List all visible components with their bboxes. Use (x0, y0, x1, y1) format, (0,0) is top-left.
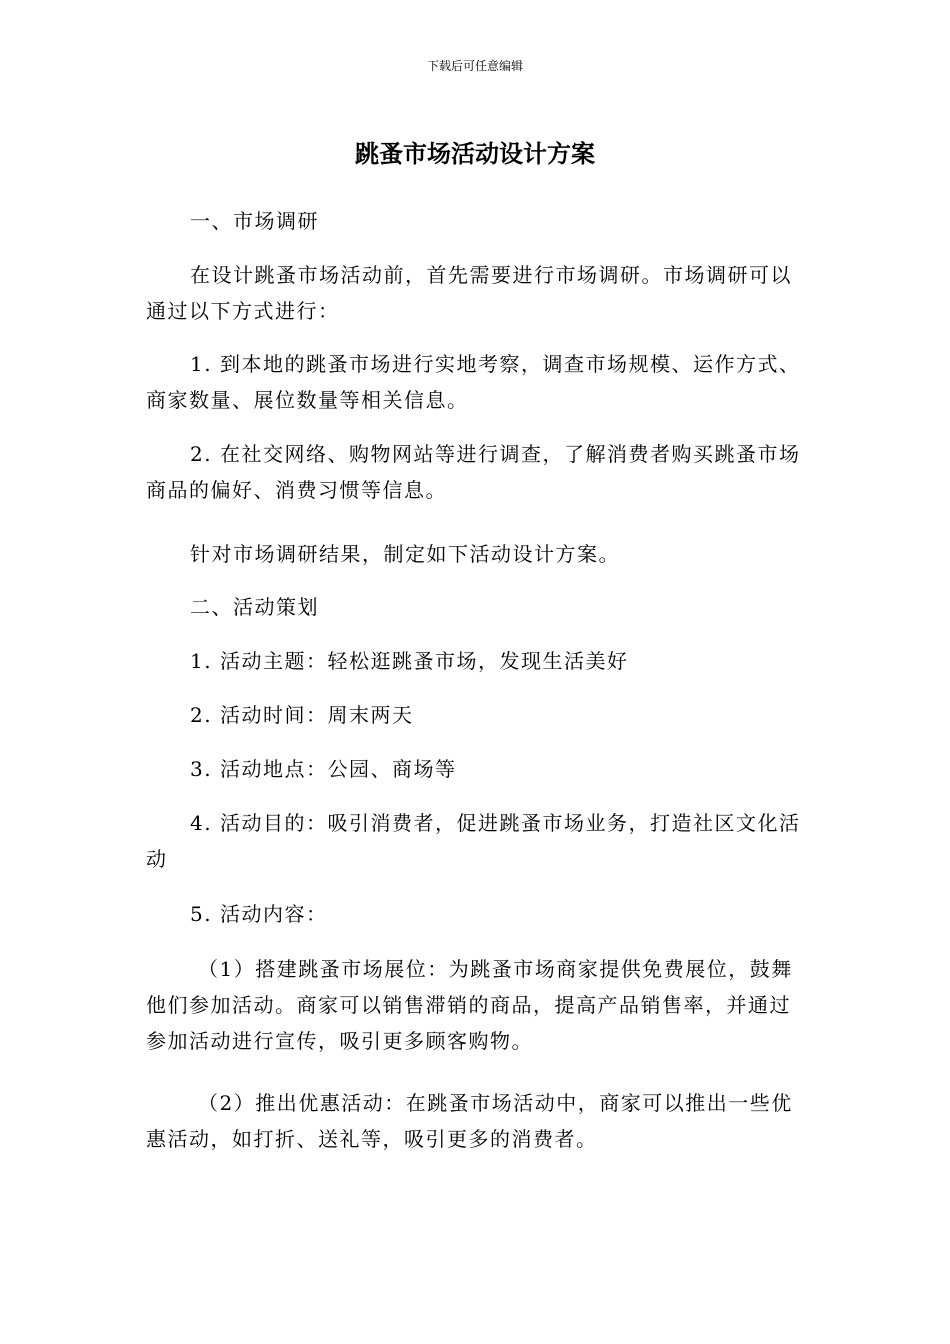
paragraph-research-item-2: 2. 在社交网络、购物网站等进行调查，了解消费者购买跳蚤市场商品的偏好、消费习惯等信息。 (146, 442, 801, 502)
paragraph-activity-time: 2. 活动时间：周末两天 (190, 703, 414, 727)
section-heading-market-research: 一、市场调研 (190, 209, 319, 233)
paragraph-research-item-1: 1. 到本地的跳蚤市场进行实地考察，调查市场规模、运作方式、商家数量、展位数量等相关信息。 (146, 352, 801, 412)
paragraph-research-intro: 在设计跳蚤市场活动前，首先需要进行市场调研。市场调研可以通过以下方式进行： (146, 263, 792, 323)
paragraph-content-promotions: （2）推出优惠活动：在跳蚤市场活动中，商家可以推出一些优惠活动，如打折、送礼等，吸引更多的消费者。 (146, 1091, 793, 1151)
paragraph-activity-theme: 1. 活动主题：轻松逛跳蚤市场，发现生活美好 (190, 649, 629, 673)
paragraph-activity-content: 5. 活动内容： (190, 902, 328, 926)
paragraph-research-conclusion: 针对市场调研结果，制定如下活动设计方案。 (190, 542, 620, 566)
paragraph-activity-goal: 4. 活动目的：吸引消费者，促进跳蚤市场业务，打造社区文化活动 (146, 811, 801, 871)
section-heading-activity-planning: 二、活动策划 (190, 595, 319, 619)
paragraph-content-booths: （1）搭建跳蚤市场展位：为跳蚤市场商家提供免费展位，鼓舞他们参加活动。商家可以销售滞销的商品，提高产品销售率，并通过参加活动进行宣传，吸引更多顾客购物。 (146, 957, 793, 1053)
paragraph-activity-location: 3. 活动地点：公园、商场等 (190, 757, 457, 781)
header-note: 下载后可任意编辑 (426, 59, 523, 73)
document-title: 跳蚤市场活动设计方案 (355, 140, 595, 168)
